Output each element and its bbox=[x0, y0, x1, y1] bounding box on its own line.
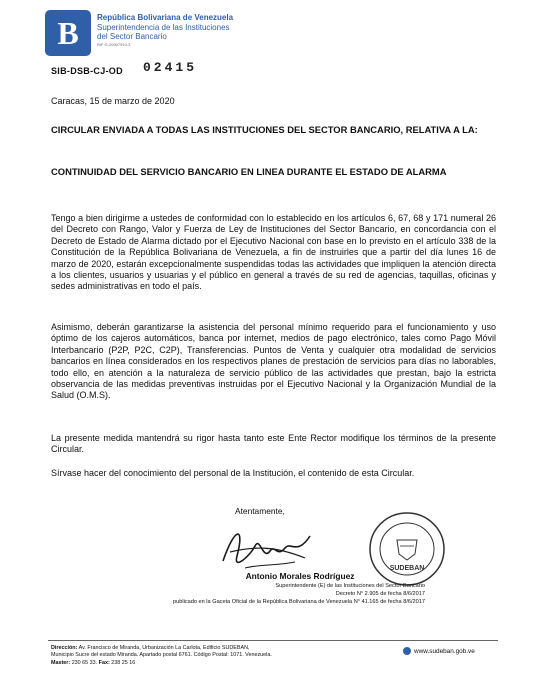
footer-divider bbox=[48, 640, 498, 641]
letterhead-text bbox=[97, 13, 233, 47]
handwritten-signature bbox=[215, 516, 315, 576]
sudeban-logo bbox=[45, 10, 91, 56]
signer-decree: Decreto N° 2.905 de fecha 8/6/2017 bbox=[335, 591, 425, 597]
letterhead-rif: RIF G-20007910-3 bbox=[97, 41, 131, 47]
signer-role-title: Superintendente (E) de las Instituciones del Sector Bancario bbox=[275, 583, 425, 589]
phone-number: 230 65 33. bbox=[71, 659, 98, 666]
footer-website[interactable] bbox=[403, 647, 475, 655]
circular-title: CIRCULAR ENVIADA A TODAS LAS INSTITUCIONES DEL SECTOR BANCARIO, RELATIVA A LA: bbox=[51, 124, 478, 135]
reference-number: 02415 bbox=[143, 60, 198, 75]
signer-gazette: publicado en la Gaceta Oficial de la República Bolivariana de Venezuela N° 41.165 de fecha 8/6/2017 bbox=[173, 599, 425, 605]
website-url: www.sudeban.gob.ve bbox=[414, 647, 475, 655]
circular-subject: CONTINUIDAD DEL SERVICIO BANCARIO EN LINEA DURANTE EL ESTADO DE ALARMA bbox=[51, 166, 447, 177]
phone-label: Master: bbox=[51, 659, 71, 666]
address-label: Dirección: bbox=[51, 645, 78, 651]
letterhead-line-2: Superintendencia de las Instituciones bbox=[97, 22, 230, 32]
signer-role bbox=[125, 582, 425, 606]
body-paragraph-2: Asimismo, deberán garantizarse la asistencia del personal mínimo requerido para el funcionamiento y uso óptimo de los cajeros automáticos, banca por internet, medios de pago electrónico, tales como Pago Móvil Interbancario (P2P, P2C, C2P), Transferencias. Puntos de Venta y cualquier otra modalidad de servicios bancarios en línea considerados en los respectivos planes de prestación de servicios para días no laborables, todo ello, en atención a la naturaleza de servicio público de las actividades que prestan, bajo la estricta observancia de las medidas preventivas instruidas por el Ejecutivo Nacional y la Organización Mundial de la Salud (O.M.S). bbox=[51, 322, 496, 401]
letterhead-line-3: del Sector Bancario bbox=[97, 32, 167, 41]
closing-salutation: Atentamente, bbox=[235, 506, 285, 516]
letterhead-line-1: República Bolivariana de Venezuela bbox=[97, 13, 234, 22]
document-date: Caracas, 15 de marzo de 2020 bbox=[51, 96, 175, 106]
footer-address bbox=[51, 645, 381, 667]
address-text: Av. Francisco de Miranda, Urbanización La Carlota, Edificio SUDEBAN, bbox=[78, 645, 250, 651]
fax-label: Fax: bbox=[98, 659, 110, 666]
fax-number: 238 25 16 bbox=[111, 659, 136, 666]
globe-icon bbox=[403, 647, 411, 655]
body-paragraph-3: La presente medida mantendrá su rigor hasta tanto este Ente Rector modifique los términos de la presente Circular. bbox=[51, 433, 496, 455]
address-text-2: Municipio Sucre del estado Miranda. Apartado postal 6761. Código Postal: 1071. Venezuela. bbox=[51, 652, 272, 659]
seal-label: SUDEBAN bbox=[389, 565, 425, 572]
reference-code: SIB-DSB-CJ-OD bbox=[51, 66, 123, 76]
body-paragraph-4: Sírvase hacer del conocimiento del personal de la Institución, el contenido de esta Circular. bbox=[51, 468, 415, 478]
signer-name: Antonio Morales Rodríguez bbox=[245, 571, 355, 581]
body-paragraph-1: Tengo a bien dirigirme a ustedes de conformidad con lo establecido en los artículos 6, 67, 68 y 171 numeral 26 del Decreto con Rango, Valor y Fuerza de Ley de Instituciones del Sector Bancario, en concordancia con el Decreto de Estado de Alarma dictado por el Ejecutivo Nacional con base en lo previsto en el artículo 338 de la Constitución de la República Bolivariana de Venezuela, a fin de instruirles que a partir del día lunes 16 de marzo de 2020, estarán excepcionalmente suspendidas todas las actividades que impliquen la atención directa a los clientes, usuarios y usuarias y el público en general a través de su red de agencias, taquillas, oficinas y sedes administrativas en todo el país. bbox=[51, 213, 496, 292]
logo-letter: B bbox=[57, 15, 79, 51]
